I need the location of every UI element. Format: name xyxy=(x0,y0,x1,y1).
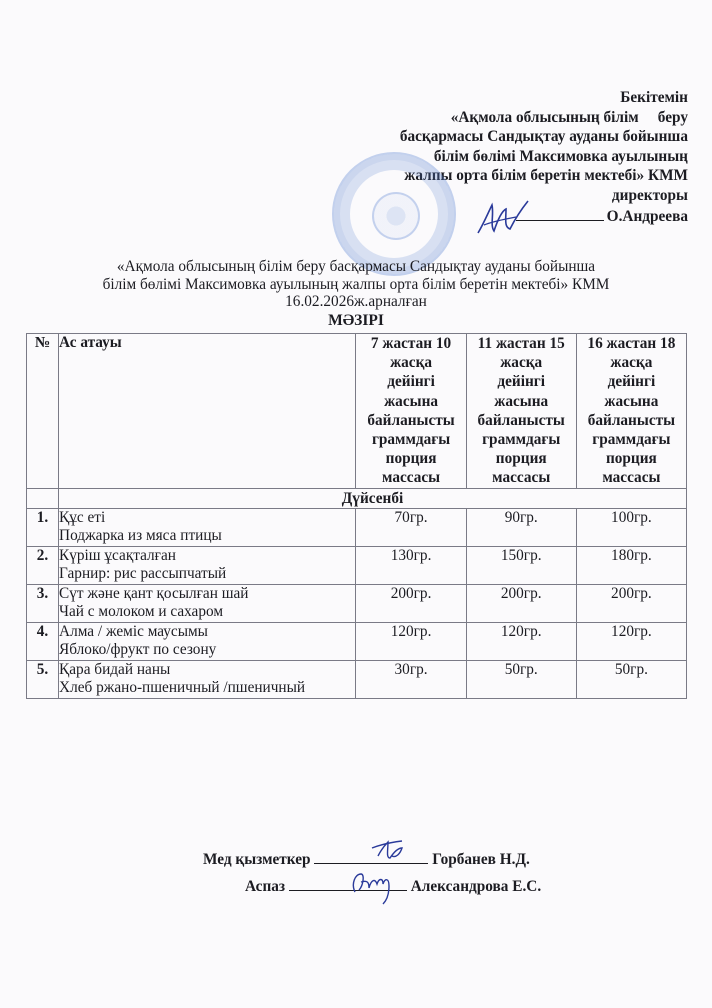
portion-7-10: 200гр. xyxy=(356,584,466,622)
header-text: 16 жастан 18 xyxy=(587,335,676,352)
dish-name-kz: Сүт және қант қосылған шай xyxy=(59,584,249,602)
signature-underline xyxy=(516,206,604,221)
dish-name-kz: Алма / жеміс маусымы xyxy=(59,622,208,640)
portion-11-15: 120гр. xyxy=(466,622,576,660)
table-row xyxy=(27,584,687,622)
cook-signature-line xyxy=(245,876,541,896)
portion-7-10: 30гр. xyxy=(356,660,466,698)
medic-name: Горбанев Н.Д. xyxy=(432,851,530,868)
day-row xyxy=(27,488,687,508)
header-text: жасқа xyxy=(390,354,433,372)
heading-line: «Ақмола облысының білім беру басқармасы Сандықтау ауданы бойынша xyxy=(116,258,596,275)
dish-name xyxy=(59,622,356,660)
header-text: жасына xyxy=(604,392,659,410)
portion-16-18: 50гр. xyxy=(576,660,686,698)
header-text: байланысты xyxy=(367,411,455,429)
portion-7-10: 130гр. xyxy=(356,546,466,584)
approval-signer: О.Андреева xyxy=(606,207,688,225)
heading-date: 16.02.2026ж.арналған xyxy=(285,293,427,310)
portion-7-10: 70гр. xyxy=(356,508,466,546)
header-text: граммдағы xyxy=(371,431,451,449)
header-age-7-10 xyxy=(356,334,466,489)
dish-name xyxy=(59,546,356,584)
header-text: 11 жастан 15 xyxy=(477,335,565,352)
cook-name: Александрова Е.С. xyxy=(410,878,542,895)
row-number: 1. xyxy=(27,508,59,546)
cook-label: Аспаз xyxy=(245,878,286,895)
header-text: дейінгі xyxy=(497,373,546,391)
header-text: порция xyxy=(385,450,437,468)
dish-name xyxy=(59,508,356,546)
header-text: дейінгі xyxy=(607,373,656,391)
header-text: байланысты xyxy=(587,411,676,429)
header-text: дейінгі xyxy=(387,373,435,391)
dish-name-ru: Гарнир: рис рассыпчатый xyxy=(59,564,227,582)
document-heading xyxy=(60,258,652,311)
dish-name-kz: Құс еті xyxy=(59,508,106,526)
dish-name-kz: Күріш ұсақталған xyxy=(59,546,176,564)
approval-line: жалпы орта білім беретін мектебі» КММ xyxy=(404,167,688,185)
day-row-number-cell xyxy=(27,488,59,508)
table-row xyxy=(27,546,687,584)
header-text: жасқа xyxy=(610,354,653,372)
portion-16-18: 120гр. xyxy=(576,622,686,660)
approval-block xyxy=(308,88,688,226)
dish-name xyxy=(59,584,356,622)
approval-line: «Ақмола облысының білім беру xyxy=(450,108,688,126)
dish-name-ru: Поджарка из мяса птицы xyxy=(59,526,222,544)
header-text: байланысты xyxy=(477,411,565,429)
row-number: 4. xyxy=(27,622,59,660)
approval-signer-line xyxy=(308,206,688,227)
medic-signature-line xyxy=(203,849,530,869)
dish-name-ru: Яблоко/фрукт по сезону xyxy=(59,640,217,658)
dish-name-ru: Хлеб ржано-пшеничный /пшеничный xyxy=(59,678,306,696)
header-text: жасқа xyxy=(500,354,543,372)
portion-16-18: 180гр. xyxy=(576,546,686,584)
row-number: 5. xyxy=(27,660,59,698)
table-row xyxy=(27,508,687,546)
approval-line: Бекітемін xyxy=(620,89,688,106)
portion-11-15: 200гр. xyxy=(466,584,576,622)
header-text: порция xyxy=(495,450,547,468)
header-age-11-15 xyxy=(466,334,576,489)
medic-label: Мед қызметкер xyxy=(203,851,311,868)
dish-name xyxy=(59,660,356,698)
portion-11-15: 150гр. xyxy=(466,546,576,584)
portion-7-10: 120гр. xyxy=(356,622,466,660)
header-text: граммдағы xyxy=(592,431,671,449)
portion-16-18: 200гр. xyxy=(576,584,686,622)
header-text: массасы xyxy=(492,469,551,487)
row-number: 2. xyxy=(27,546,59,584)
day-label: Дүйсенбі xyxy=(59,488,687,508)
menu-table xyxy=(26,333,687,699)
header-number: № xyxy=(27,334,59,489)
approval-line: басқармасы Сандықтау ауданы бойынша xyxy=(399,128,688,146)
table-row xyxy=(27,622,687,660)
dish-name-ru: Чай с молоком и сахаром xyxy=(59,602,224,620)
header-text: жасына xyxy=(384,392,439,410)
table-header-row xyxy=(27,334,687,489)
heading-line: білім бөлімі Максимовка ауылының жалпы орта білім беретін мектебі» КММ xyxy=(102,275,610,293)
header-text: жасына xyxy=(494,392,549,410)
signature-underline xyxy=(314,849,428,864)
table-row xyxy=(27,660,687,698)
portion-11-15: 90гр. xyxy=(466,508,576,546)
approval-line: білім бөлімі Максимовка ауылының xyxy=(433,147,688,165)
row-number: 3. xyxy=(27,584,59,622)
header-text: массасы xyxy=(382,469,441,487)
signature-underline xyxy=(289,876,407,891)
header-text: массасы xyxy=(602,469,661,487)
menu-title: МӘЗІРІ xyxy=(328,312,384,329)
header-text: порция xyxy=(605,450,657,468)
header-age-16-18 xyxy=(576,334,686,489)
header-text: 7 жастан 10 xyxy=(370,335,452,352)
portion-11-15: 50гр. xyxy=(466,660,576,698)
portion-16-18: 100гр. xyxy=(576,508,686,546)
dish-name-kz: Қара бидай наны xyxy=(59,660,171,678)
approval-line: директоры xyxy=(611,186,688,204)
header-text: граммдағы xyxy=(482,431,561,449)
header-dish-name: Ас атауы xyxy=(59,334,356,489)
